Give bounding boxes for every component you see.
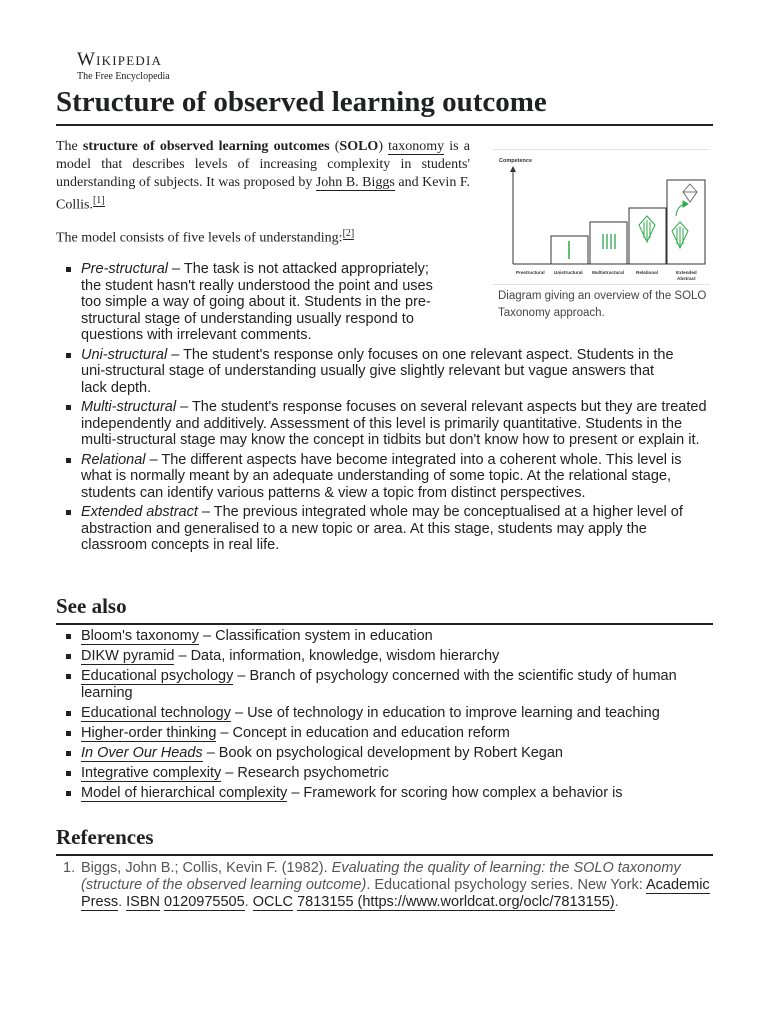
see-also-link[interactable]: Educational technology bbox=[81, 704, 231, 721]
reference-sep: . bbox=[244, 894, 253, 910]
see-also-link[interactable]: Model of hierarchical complexity bbox=[81, 784, 288, 801]
logo-tagline: The Free Encyclopedia bbox=[77, 71, 170, 82]
level-desc: – The different aspects have become integrated into a coherent whole. This level is what is normally meant by an adequate understanding of some topic. At the relational stage, students can identify various patterns & view a topic from distinct perspectives. bbox=[81, 451, 682, 501]
diagram-x-label: Multistructural bbox=[592, 270, 624, 275]
intro-text: is a model that describes levels of increasing complexity in students' understanding of subjects. It was proposed by bbox=[56, 139, 470, 190]
level-term: Extended abstract bbox=[81, 504, 198, 520]
reference-number: 1. bbox=[63, 860, 76, 876]
diagram-y-label: Competence bbox=[499, 158, 533, 164]
citation-1[interactable]: [1] bbox=[92, 195, 105, 206]
citation-2[interactable]: [2] bbox=[342, 228, 355, 239]
list-item bbox=[81, 628, 713, 645]
diagram-x-label: Prestructural bbox=[516, 270, 545, 275]
level-term: Multi-structural bbox=[81, 399, 177, 415]
see-also-list bbox=[81, 628, 713, 805]
list-item bbox=[81, 705, 713, 722]
link-isbn[interactable]: ISBN bbox=[126, 894, 160, 910]
link-oclc-number[interactable]: 7813155 (https://www.worldcat.org/oclc/7813155) bbox=[297, 894, 615, 910]
list-item bbox=[81, 261, 453, 344]
reference-item bbox=[63, 860, 713, 911]
see-also-desc: – Use of technology in education to improve learning and teaching bbox=[230, 704, 660, 721]
reference-title: Evaluating the quality of learning: the SOLO taxonomy (structure of the observed learning outcome) bbox=[81, 860, 681, 893]
see-also-link[interactable]: Integrative complexity bbox=[81, 764, 222, 781]
list-item bbox=[81, 765, 713, 782]
intro-text: ( bbox=[329, 139, 340, 154]
see-also-heading: See also bbox=[56, 592, 713, 625]
see-also-desc: – Classification system in education bbox=[199, 628, 433, 644]
reference-text: . Educational psychology series. New York: bbox=[366, 877, 647, 893]
diagram-x-label: Extended bbox=[676, 270, 697, 275]
see-also-desc: – Book on psychological development by Robert Kegan bbox=[202, 744, 563, 761]
see-also-desc: – Concept in education and education reform bbox=[216, 724, 510, 741]
intro-bold-acronym: SOLO bbox=[339, 139, 379, 154]
diagram-x-label: Abstract bbox=[677, 276, 696, 281]
reference-sep: . bbox=[118, 894, 127, 910]
reference-text: Biggs, John B.; Collis, Kevin F. (1982). bbox=[81, 860, 332, 876]
see-also-link[interactable]: DIKW pyramid bbox=[81, 648, 175, 664]
level-desc: – The task is not attacked appropriately; the student hasn't really understood the point and uses too simple a way of going about it. Students in the pre-structural stage of understanding usually respond to questions with irrelevant comments. bbox=[81, 261, 433, 343]
see-also-desc: – Data, information, knowledge, wisdom hierarchy bbox=[174, 648, 500, 664]
see-also-desc: – Branch of psychology concerned with the scientific study of human learning bbox=[81, 668, 677, 701]
logo-wordmark: Wikipedia bbox=[77, 49, 163, 70]
see-also-link[interactable]: Educational psychology bbox=[81, 668, 234, 684]
list-item bbox=[81, 399, 711, 449]
link-taxonomy[interactable]: taxonomy bbox=[388, 139, 445, 154]
wikipedia-logo[interactable] bbox=[77, 50, 227, 83]
levels-intro bbox=[56, 225, 476, 248]
link-academic-press[interactable]: Academic Press bbox=[81, 877, 710, 910]
see-also-link[interactable]: In Over Our Heads bbox=[81, 744, 203, 761]
link-oclc[interactable]: OCLC bbox=[252, 894, 294, 910]
levels-intro-text: The model consists of five levels of understanding: bbox=[56, 230, 343, 246]
intro-text: and Kevin F. Collis. bbox=[56, 175, 471, 213]
list-item bbox=[81, 785, 713, 802]
see-also-link[interactable]: Bloom's taxonomy bbox=[81, 628, 200, 644]
intro-text: The bbox=[56, 139, 83, 154]
level-term: Relational bbox=[81, 451, 146, 468]
level-desc: – The previous integrated whole may be conceptualised at a higher level of abstraction and generalised to a new topic or area. At this stage, students may apply the classroom concepts in real life. bbox=[81, 504, 683, 553]
link-isbn-number[interactable]: 0120975505 bbox=[164, 894, 245, 910]
references-list bbox=[63, 860, 713, 911]
list-item bbox=[81, 648, 713, 665]
reference-sep: . bbox=[614, 894, 619, 910]
references-heading: References bbox=[56, 823, 713, 856]
see-also-desc: – Framework for scoring how complex a behavior is bbox=[287, 784, 623, 801]
list-item bbox=[81, 745, 713, 762]
list-item bbox=[81, 347, 681, 397]
list-item bbox=[81, 725, 713, 742]
intro-text: ) bbox=[378, 139, 389, 154]
diagram-x-label: Relational bbox=[636, 270, 658, 275]
figure-caption: Diagram giving an overview of the SOLO Taxonomy approach. bbox=[498, 290, 707, 319]
level-term: Pre-structural bbox=[81, 261, 169, 277]
see-also-link[interactable]: Higher-order thinking bbox=[81, 724, 217, 741]
see-also-desc: – Research psychometric bbox=[221, 764, 389, 781]
list-item bbox=[81, 452, 711, 502]
list-item bbox=[81, 504, 711, 554]
intro-bold-term: structure of observed learning outcomes bbox=[82, 139, 330, 154]
level-term: Uni-structural bbox=[81, 346, 168, 363]
page-title: Structure of observed learning outcome bbox=[56, 82, 713, 126]
diagram-x-label: Unistructural bbox=[554, 270, 583, 275]
link-john-biggs[interactable]: John B. Biggs bbox=[315, 175, 395, 190]
levels-list bbox=[81, 261, 711, 557]
intro-paragraph bbox=[56, 138, 470, 215]
level-desc: – The student's response only focuses on one relevant aspect. Students in the uni-structural stage of understanding usually give slightly relevant but vague answers that lack depth. bbox=[81, 346, 674, 396]
level-desc: – The student's response focuses on several relevant aspects but they are treated independently and additively. Assessment of this level is primarily quantitative. Students in the multi-structural stage may know the concept in tidbits but don't know how to present or explain it. bbox=[81, 399, 707, 448]
list-item bbox=[81, 668, 713, 701]
